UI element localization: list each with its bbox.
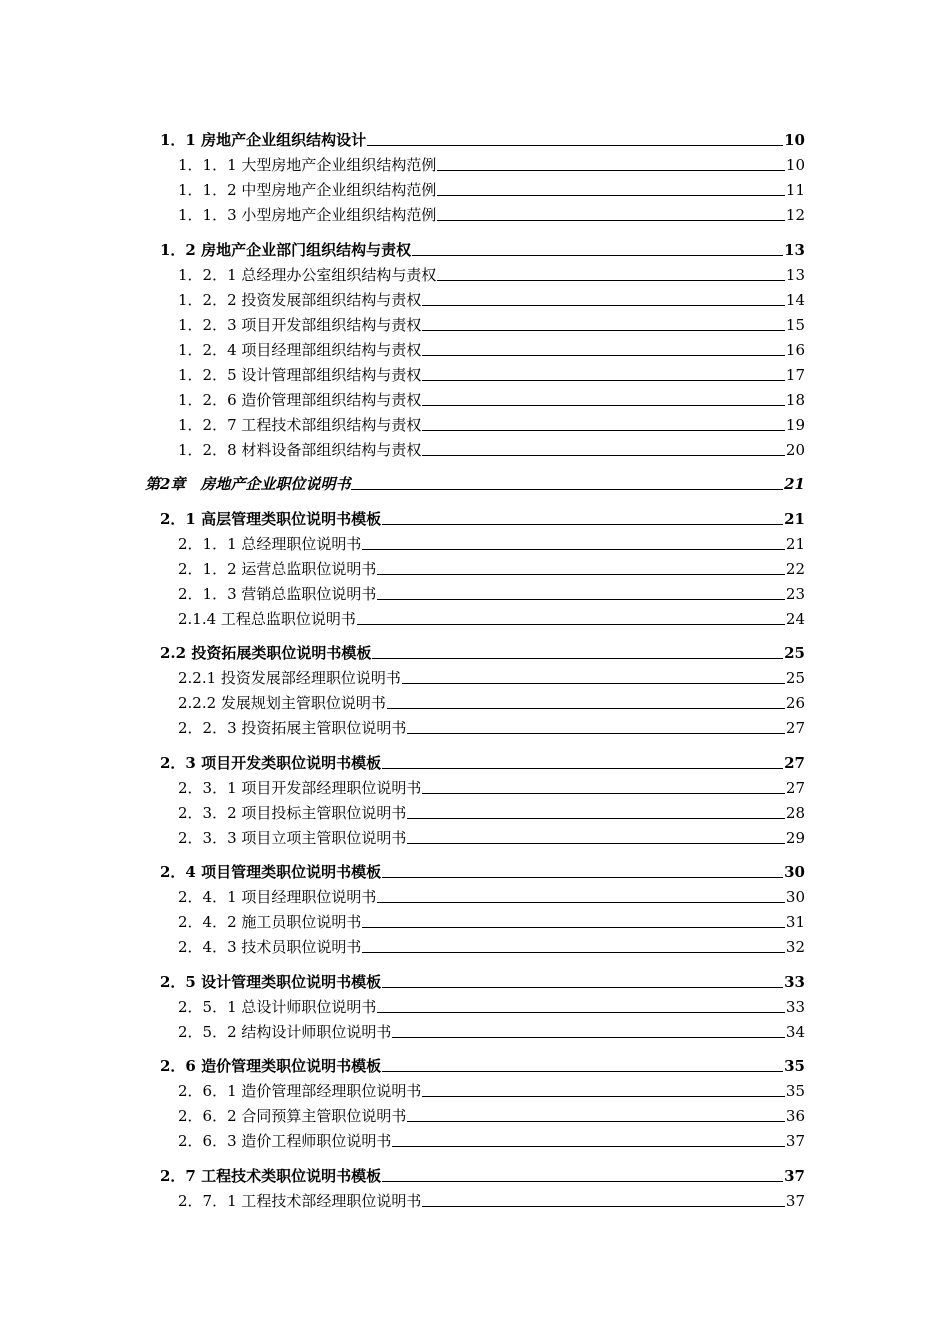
toc-page-number: 21 [784,509,805,528]
toc-leader-line [382,986,783,988]
toc-page-number: 16 [785,340,805,359]
toc-subsection-entry[interactable] [178,337,805,359]
toc-leader-line [437,219,785,221]
toc-page-number: 33 [784,972,805,991]
toc-page-number: 25 [785,669,805,687]
toc-section-entry[interactable] [160,750,805,772]
toc-leader-line [422,379,785,381]
toc-leader-line [362,951,785,953]
toc-page-number: 31 [785,913,805,931]
toc-page-number: 30 [784,863,805,881]
toc-entry-label: 2．1．2 运营总监职位说明书 [178,559,377,578]
toc-entry-label: 1．1．1 大型房地产企业组织结构范例 [178,156,437,174]
toc-leader-line [422,792,785,794]
toc-entry-label: 2．2．3 投资拓展主管职位说明书 [178,719,407,737]
toc-page-number: 28 [785,803,805,822]
toc-section-entry[interactable] [160,127,805,149]
toc-page-number: 34 [785,1022,805,1041]
toc-entry-label: 2．1．3 营销总监职位说明书 [178,584,377,603]
toc-leader-line [367,144,783,146]
toc-leader-line [351,488,783,490]
toc-leader-line [357,623,785,625]
toc-subsection-entry[interactable] [178,531,805,553]
toc-page-number: 30 [785,888,805,906]
toc-section-entry[interactable] [160,237,805,259]
toc-subsection-entry[interactable] [178,1128,805,1150]
toc-subsection-entry[interactable] [178,412,805,434]
toc-entry-label: 2．3．3 项目立项主管职位说明书 [178,828,407,847]
toc-leader-line [422,1205,785,1207]
toc-entry-label: 第2章 房地产企业职位说明书 [145,475,351,493]
toc-page-number: 26 [785,694,805,712]
toc-subsection-entry[interactable] [178,1019,805,1041]
toc-page-number: 37 [784,1166,805,1185]
toc-leader-line [402,682,785,684]
toc-leader-line [362,926,785,928]
toc-page-number: 27 [785,778,805,797]
toc-entry-label: 1．2．3 项目开发部组织结构与责权 [178,315,422,334]
toc-subsection-entry[interactable] [178,581,805,603]
toc-subsection-entry[interactable] [178,312,805,334]
toc-page-number: 19 [785,415,805,434]
toc-entry-label: 2．6．1 造价管理部经理职位说明书 [178,1082,422,1100]
toc-page-number: 35 [785,1082,805,1100]
toc-leader-line [382,1180,783,1182]
toc-section-entry[interactable] [160,506,805,528]
toc-subsection-entry[interactable] [178,690,805,712]
toc-entry-label: 1．2．4 项目经理部组织结构与责权 [178,340,422,359]
toc-subsection-entry[interactable] [178,994,805,1016]
toc-leader-line [422,454,785,456]
toc-leader-line [382,876,783,878]
toc-page-number: 27 [784,753,805,772]
toc-page-number: 12 [785,206,805,224]
toc-subsection-entry[interactable] [178,1103,805,1125]
toc-entry-label: 2．4．2 施工员职位说明书 [178,913,362,931]
toc-subsection-entry[interactable] [178,362,805,384]
toc-leader-line [422,354,785,356]
toc-leader-line [382,523,783,525]
toc-leader-line [377,598,785,600]
toc-subsection-entry[interactable] [178,262,805,284]
toc-entry-label: 1．2．6 造价管理部组织结构与责权 [178,390,422,409]
toc-entry-label: 2.2.1 投资发展部经理职位说明书 [178,669,401,687]
toc-entry-label: 2．4．1 项目经理职位说明书 [178,888,377,906]
toc-leader-line [422,404,785,406]
toc-leader-line [437,169,785,171]
toc-entry-label: 2．1．1 总经理职位说明书 [178,534,362,553]
toc-subsection-entry[interactable] [178,665,805,687]
toc-section-entry[interactable] [160,1163,805,1185]
toc-subsection-entry[interactable] [178,934,805,956]
toc-entry-label: 2．6．2 合同预算主管职位说明书 [178,1107,407,1125]
toc-entry-label: 2．7．1 工程技术部经理职位说明书 [178,1191,422,1210]
toc-subsection-entry[interactable] [178,1078,805,1100]
toc-leader-line [407,842,785,844]
toc-leader-line [392,1145,785,1147]
toc-entry-label: 1．2．2 投资发展部组织结构与责权 [178,290,422,309]
toc-page-number: 23 [785,584,805,603]
toc-leader-line [382,767,783,769]
toc-leader-line [377,1011,785,1013]
toc-page-number: 14 [785,290,805,309]
toc-page-number: 37 [785,1132,805,1150]
toc-subsection-entry[interactable] [178,202,805,224]
toc-leader-line [422,329,785,331]
toc-entry-label: 2．7 工程技术类职位说明书模板 [160,1166,382,1185]
toc-page-number: 20 [785,440,805,459]
toc-page-number: 22 [785,559,805,578]
toc-page-number: 36 [785,1107,805,1125]
toc-page-number: 37 [785,1191,805,1210]
toc-subsection-entry[interactable] [178,152,805,174]
toc-page-number: 32 [785,938,805,956]
toc-entry-label: 1．1 房地产企业组织结构设计 [160,131,367,149]
toc-leader-line [437,279,785,281]
toc-subsection-entry[interactable] [178,1188,805,1210]
toc-page-number: 13 [785,265,805,284]
toc-subsection-entry[interactable] [178,437,805,459]
toc-entry-label: 2．3．2 项目投标主管职位说明书 [178,803,407,822]
toc-page-number: 21 [785,534,805,553]
toc-entry-label: 1．2．8 材料设备部组织结构与责权 [178,440,422,459]
toc-entry-label: 1．2 房地产企业部门组织结构与责权 [160,240,412,259]
toc-entry-label: 1．1．2 中型房地产企业组织结构范例 [178,181,437,199]
toc-entry-label: 1．1．3 小型房地产企业组织结构范例 [178,206,437,224]
toc-entry-label: 2．6 造价管理类职位说明书模板 [160,1057,382,1075]
toc-entry-label: 2.2.2 发展规划主管职位说明书 [178,694,386,712]
toc-entry-label: 2．3．1 项目开发部经理职位说明书 [178,778,422,797]
toc-entry-label: 2．4 项目管理类职位说明书模板 [160,863,382,881]
toc-leader-line [372,657,783,659]
toc-subsection-entry[interactable] [178,775,805,797]
toc-chapter-entry[interactable] [145,471,805,493]
toc-page-number: 24 [785,609,805,628]
toc-leader-line [382,1070,783,1072]
toc-entry-label: 2．3 项目开发类职位说明书模板 [160,753,382,772]
toc-leader-line [407,1120,785,1122]
toc-entry-label: 2.2 投资拓展类职位说明书模板 [160,644,372,662]
toc-entry-label: 1．2．5 设计管理部组织结构与责权 [178,365,422,384]
toc-subsection-entry[interactable] [178,177,805,199]
toc-page-number: 10 [784,131,805,149]
toc-subsection-entry[interactable] [178,606,805,628]
toc-page-number: 17 [785,365,805,384]
toc-page-number: 25 [784,644,805,662]
toc-leader-line [422,304,785,306]
toc-leader-line [412,254,783,256]
toc-page-number: 10 [785,156,805,174]
toc-leader-line [377,901,785,903]
toc-page-number: 27 [785,719,805,737]
toc-subsection-entry[interactable] [178,715,805,737]
toc-section-entry[interactable] [160,640,805,662]
toc-leader-line [392,1036,785,1038]
toc-page-number: 13 [784,240,805,259]
toc-subsection-entry[interactable] [178,387,805,409]
toc-subsection-entry[interactable] [178,287,805,309]
toc-entry-label: 2．5．1 总设计师职位说明书 [178,997,377,1016]
toc-leader-line [437,194,785,196]
toc-entry-label: 1．2．7 工程技术部组织结构与责权 [178,415,422,434]
toc-leader-line [407,732,785,734]
toc-subsection-entry[interactable] [178,884,805,906]
toc-section-entry[interactable] [160,969,805,991]
toc-leader-line [422,1095,785,1097]
toc-subsection-entry[interactable] [178,909,805,931]
toc-leader-line [407,817,785,819]
toc-entry-label: 2．1 高层管理类职位说明书模板 [160,509,382,528]
toc-subsection-entry[interactable] [178,556,805,578]
toc-leader-line [422,429,785,431]
toc-page-number: 21 [784,475,805,493]
toc-subsection-entry[interactable] [178,825,805,847]
toc-section-entry[interactable] [160,1053,805,1075]
toc-leader-line [387,707,785,709]
toc-entry-label: 2．4．3 技术员职位说明书 [178,938,362,956]
toc-page-number: 33 [785,997,805,1016]
toc-subsection-entry[interactable] [178,800,805,822]
toc-entry-label: 2．6．3 造价工程师职位说明书 [178,1132,392,1150]
toc-entry-label: 2．5．2 结构设计师职位说明书 [178,1022,392,1041]
toc-entry-label: 2.1.4 工程总监职位说明书 [178,609,356,628]
toc-page-number: 11 [785,181,805,199]
toc-page-number: 15 [785,315,805,334]
toc-section-entry[interactable] [160,859,805,881]
toc-page-number: 29 [785,828,805,847]
toc-page-number: 18 [785,390,805,409]
toc-leader-line [377,573,785,575]
toc-leader-line [362,548,785,550]
toc-entry-label: 1．2．1 总经理办公室组织结构与责权 [178,265,437,284]
toc-page-number: 35 [784,1057,805,1075]
toc-entry-label: 2．5 设计管理类职位说明书模板 [160,972,382,991]
